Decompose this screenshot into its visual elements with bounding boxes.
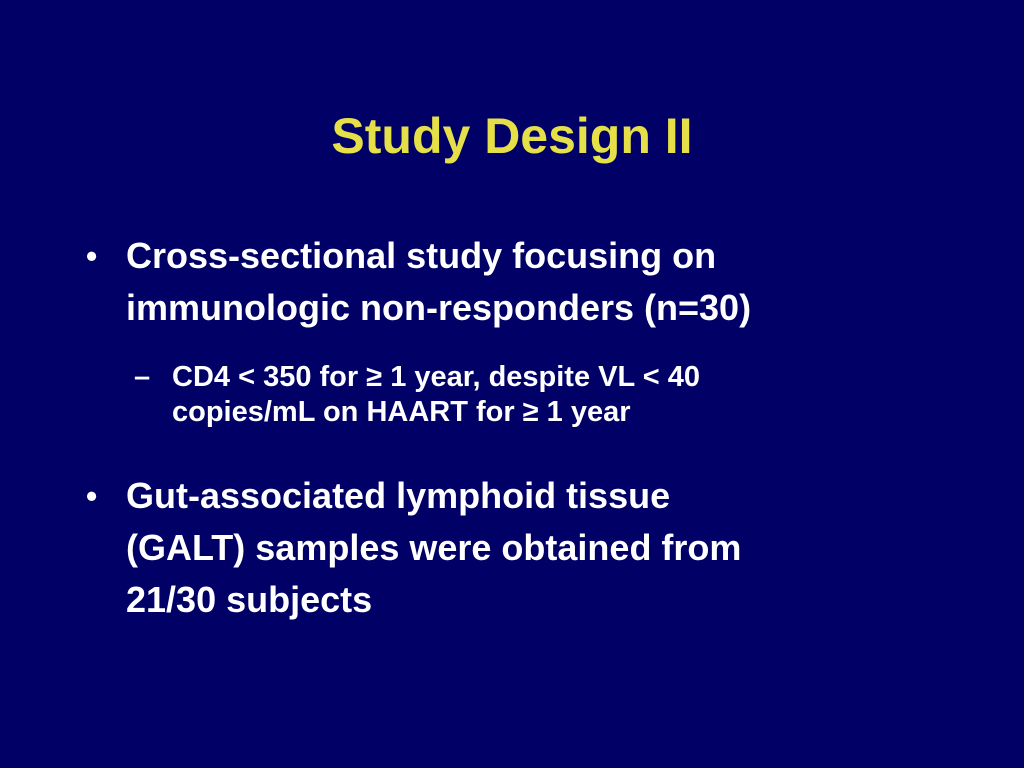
bullet-2-line-1: Gut-associated lymphoid tissue	[126, 475, 671, 516]
sub-bullet-1-line-1: CD4 < 350 for ≥ 1 year, despite VL < 40	[172, 361, 700, 393]
bullet-2-line-3: 21/30 subjects	[126, 579, 373, 620]
bullet-1-line-2: immunologic non-responders (n=30)	[126, 287, 752, 328]
sub-bullet-1-dash: –	[134, 361, 151, 393]
bullet-1-line-1: Cross-sectional study focusing on	[126, 235, 717, 276]
slide-title: Study Design II	[331, 108, 693, 164]
sub-bullet-1-line-2: copies/mL on HAART for ≥ 1 year	[172, 396, 631, 428]
bullet-2-glyph: •	[86, 478, 98, 514]
bullet-2	[86, 470, 966, 626]
bullet-2-line-2: (GALT) samples were obtained from	[126, 527, 742, 568]
bullet-1	[86, 230, 966, 334]
bullet-1-glyph: •	[86, 238, 98, 274]
sub-bullet-1	[134, 360, 952, 430]
